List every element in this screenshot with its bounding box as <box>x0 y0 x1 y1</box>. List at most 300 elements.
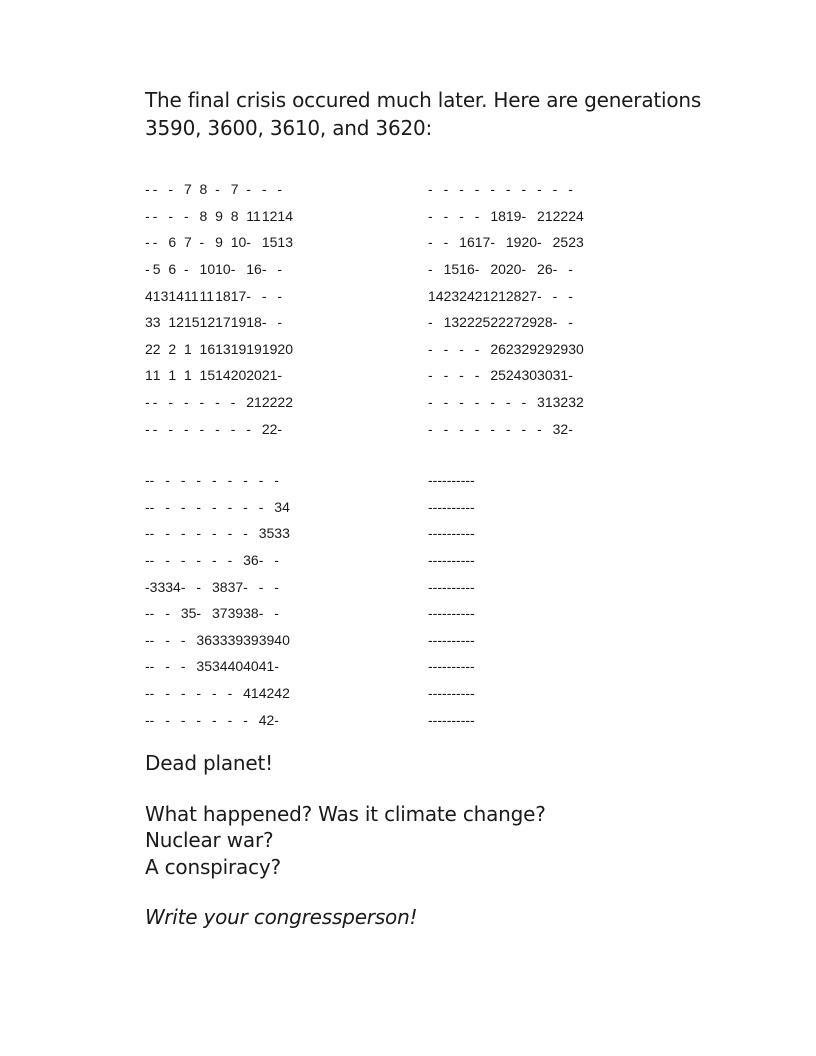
grid-cell: - <box>428 340 433 357</box>
grid-cell: - <box>180 711 186 728</box>
grid-cell: - <box>428 261 433 278</box>
grid-cell: 14 <box>277 207 293 224</box>
grid-cell: - <box>446 578 452 595</box>
grid-cell: - <box>459 181 464 198</box>
grid-cell: - <box>465 498 471 515</box>
grid-cell: 17 <box>474 234 491 251</box>
grid-cell: - <box>443 367 449 384</box>
grid-cell: 30 <box>537 367 553 384</box>
grid-cell: - <box>456 552 461 569</box>
grid-cell: - <box>432 685 438 702</box>
grid-cell: 18 <box>246 314 262 331</box>
grid-cell: - <box>470 631 475 648</box>
grid-cell: 22 <box>459 314 475 331</box>
grid-cell: - <box>145 261 150 278</box>
grid-cell: 20 <box>230 367 247 384</box>
grid-cell: - <box>211 685 217 702</box>
grid-cell: 21 <box>474 287 491 304</box>
grid-cell: - <box>149 605 155 622</box>
grid-cell: - <box>211 472 217 489</box>
grid-row <box>145 282 293 309</box>
grid-cell: - <box>456 605 461 622</box>
grid-cell: 3 <box>145 314 153 331</box>
grid-cell: - <box>451 472 457 489</box>
grid-cell: - <box>437 685 443 702</box>
grid-row <box>145 309 293 336</box>
grid-cell: - <box>552 261 558 278</box>
grid-cell: - <box>215 181 220 198</box>
grid-cell: 22 <box>261 420 278 437</box>
grid-table <box>145 467 290 733</box>
grid-cell: 14 <box>168 287 184 304</box>
grid-cell: 24 <box>459 287 475 304</box>
grid-cell: - <box>465 685 471 702</box>
grid-cell: - <box>465 658 471 675</box>
grid-row <box>428 653 475 680</box>
grid-cell: - <box>443 394 449 411</box>
grid-cell: - <box>168 207 174 224</box>
grid-cell: - <box>274 605 279 622</box>
intro-paragraph <box>145 86 705 142</box>
grid-cell: - <box>145 181 150 198</box>
grid-cell: 7 <box>183 181 192 198</box>
grid-row <box>145 627 290 654</box>
grid-cell: 23 <box>505 340 522 357</box>
intro-line-2: 3590, 3600, 3610, and 3620: <box>145 116 433 140</box>
grid-cell: - <box>537 287 542 304</box>
grid-cell: - <box>568 314 573 331</box>
grid-cell: 19 <box>505 207 522 224</box>
grid-cell: 14 <box>215 367 231 384</box>
grid-cell: - <box>460 472 466 489</box>
grid-cell: 30 <box>568 340 584 357</box>
grid-cell: - <box>277 181 283 198</box>
grid-cell: 26 <box>537 261 553 278</box>
grid-cell: - <box>451 631 457 648</box>
grid-cell: - <box>428 181 433 198</box>
grid-cell: - <box>145 711 150 728</box>
grid-cell: - <box>230 261 236 278</box>
grid-cell: - <box>521 261 527 278</box>
grid-cell: 21 <box>537 207 553 224</box>
grid-row <box>428 415 584 442</box>
grid-cell: - <box>274 472 279 489</box>
grid-cell: - <box>196 711 202 728</box>
grid-cell: - <box>474 394 480 411</box>
grid-cell: - <box>165 525 170 542</box>
grid-cell: - <box>149 472 155 489</box>
grid-cell: - <box>490 234 495 251</box>
grid-row <box>145 229 293 256</box>
call-to-action: Write your congressperson! <box>145 905 418 929</box>
grid-cell: - <box>145 472 150 489</box>
grid-cell: 34 <box>274 498 290 515</box>
grid-cell: 28 <box>537 314 553 331</box>
grid-cell: - <box>145 631 150 648</box>
grid-cell: - <box>227 685 233 702</box>
grid-cell: 20 <box>246 367 262 384</box>
grid-cell: 1 <box>145 367 153 384</box>
grid-cell: - <box>227 711 233 728</box>
grid-cell: - <box>196 472 202 489</box>
grid-cell: 21 <box>246 394 262 411</box>
grid-cell: - <box>196 578 202 595</box>
grid-cell: - <box>474 207 480 224</box>
grid-cell: - <box>470 525 475 542</box>
grid-cell: - <box>446 552 452 569</box>
grid-cell: - <box>261 314 267 331</box>
grid-cell: - <box>460 711 466 728</box>
grid-cell: - <box>149 685 155 702</box>
grid-cell: - <box>446 631 452 648</box>
grid-cell: 42 <box>274 685 290 702</box>
grid-cell: 19 <box>230 340 247 357</box>
grid-cell: - <box>459 367 464 384</box>
grid-cell: - <box>552 314 558 331</box>
grid-cell: - <box>428 525 433 542</box>
grid-cell: - <box>274 711 279 728</box>
grid-cell: - <box>211 498 217 515</box>
grid-cell: - <box>199 234 205 251</box>
grid-row <box>145 706 290 733</box>
grid-cell: 39 <box>258 631 275 648</box>
grid-row <box>428 176 584 203</box>
grid-row <box>428 520 475 547</box>
grid-cell: - <box>428 552 433 569</box>
grid-cell: - <box>180 472 186 489</box>
grid-cell: - <box>274 552 279 569</box>
grid-row <box>145 653 290 680</box>
grid-cell: 40 <box>227 658 244 675</box>
grid-cell: - <box>145 394 150 411</box>
grid-cell: - <box>451 685 457 702</box>
document-page <box>145 86 705 929</box>
grid-cell: 23 <box>568 234 584 251</box>
grid-cell: - <box>490 420 495 437</box>
grid-row <box>145 415 293 442</box>
grid-cell: - <box>456 658 461 675</box>
grid-cell: 22 <box>552 207 569 224</box>
grid-cell: - <box>196 525 202 542</box>
grid-cell: - <box>145 234 150 251</box>
grid-cell: - <box>152 420 158 437</box>
grid-cell: - <box>470 472 475 489</box>
grid-row <box>145 547 290 574</box>
grid-cell: - <box>428 367 433 384</box>
grid-cell: - <box>456 631 461 648</box>
grid-cell: - <box>446 658 452 675</box>
grid-cell: 33 <box>149 578 166 595</box>
grid-cell: - <box>432 631 438 648</box>
grid-cell: - <box>183 261 189 278</box>
grid-cell: - <box>474 261 480 278</box>
grid-cell: - <box>465 525 471 542</box>
grid-cell: - <box>196 552 202 569</box>
grid-cell: - <box>470 711 475 728</box>
grid-cell: - <box>451 578 457 595</box>
grid-cell: 1 <box>152 367 161 384</box>
grid-cell: 37 <box>227 578 244 595</box>
grid-cell: 28 <box>505 287 522 304</box>
grid-cell: - <box>460 498 466 515</box>
grid-row <box>428 706 475 733</box>
grid-cell: 24 <box>505 367 522 384</box>
grid-cell: 32 <box>552 420 569 437</box>
grid-cell: - <box>180 658 186 675</box>
grid-cell: - <box>149 631 155 648</box>
grid-cell: - <box>261 181 267 198</box>
grid-cell: - <box>490 181 495 198</box>
grid-cell: - <box>145 605 150 622</box>
grid-cell: 11 <box>199 287 215 304</box>
grid-cell: - <box>437 578 443 595</box>
grid-cell: 19 <box>246 340 262 357</box>
grid-cell: - <box>505 394 511 411</box>
grid-cell: - <box>180 685 186 702</box>
grid-table <box>145 176 293 442</box>
grid-cell: - <box>246 287 251 304</box>
grid-cell: - <box>258 552 264 569</box>
grid-cell: - <box>180 631 186 648</box>
grid-cell: 36 <box>243 552 259 569</box>
grid-row <box>428 203 584 230</box>
grid-cell: - <box>442 552 447 569</box>
grid-cell: 33 <box>211 631 228 648</box>
grid-cell: 36 <box>196 631 212 648</box>
grid-cell: - <box>432 472 438 489</box>
grid-cell: - <box>149 498 155 515</box>
grid-cell: 29 <box>521 314 538 331</box>
grid-cell: 7 <box>183 234 192 251</box>
grid-cell: 1 <box>168 367 177 384</box>
grid-cell: - <box>460 631 466 648</box>
grid-cell: 18 <box>215 287 231 304</box>
grid-row <box>145 176 293 203</box>
grid-cell: 15 <box>183 314 200 331</box>
grid-cell: - <box>183 207 189 224</box>
grid-cell: - <box>258 472 264 489</box>
grid-cell: - <box>474 420 480 437</box>
grid-cell: - <box>474 340 480 357</box>
grid-cell: 18 <box>490 207 506 224</box>
grid-cell: 10 <box>199 261 216 278</box>
grid-cell: - <box>437 711 443 728</box>
grid-cell: 38 <box>211 578 228 595</box>
grid-cell: - <box>258 498 264 515</box>
grid-cell: - <box>227 472 233 489</box>
grid-cell: - <box>215 420 220 437</box>
grid-cell: - <box>437 552 443 569</box>
grid-cell: - <box>446 525 452 542</box>
grid-cell: - <box>243 578 248 595</box>
grid-cell: - <box>459 420 464 437</box>
grid-cell: - <box>428 394 433 411</box>
grid-cell: 31 <box>537 394 553 411</box>
grid-cell: - <box>274 578 279 595</box>
grid-cell: - <box>145 658 150 675</box>
grid-cell: 8 <box>199 181 208 198</box>
grid-cell: 23 <box>443 287 460 304</box>
grid-cell: - <box>505 420 511 437</box>
grid-cell: - <box>258 605 264 622</box>
grid-cell: - <box>145 498 150 515</box>
grid-cell: - <box>243 498 248 515</box>
grid-cell: - <box>168 420 174 437</box>
grid-cell: - <box>183 420 189 437</box>
grid-cell: - <box>465 552 471 569</box>
grid-cell: - <box>470 498 475 515</box>
grid-cell: 34 <box>211 658 228 675</box>
grid-cell: - <box>470 552 475 569</box>
grid-cell: - <box>165 685 170 702</box>
grid-cell: - <box>428 207 433 224</box>
grid-cell: - <box>446 472 452 489</box>
grid-cell: - <box>456 711 461 728</box>
grid-cell: - <box>243 472 248 489</box>
grid-cell: - <box>428 472 433 489</box>
grid-cell: 33 <box>274 525 290 542</box>
grid-cell: - <box>227 525 233 542</box>
grid-cell: - <box>277 367 283 384</box>
grid-cell: - <box>432 578 438 595</box>
grid-row <box>428 389 584 416</box>
grid-cell: - <box>165 472 170 489</box>
grid-cell: - <box>568 287 573 304</box>
grid-cell: - <box>243 711 248 728</box>
grid-cell: - <box>460 685 466 702</box>
grid-cell: 25 <box>474 314 491 331</box>
grid-cell: - <box>145 525 150 542</box>
grid-cell: - <box>442 685 447 702</box>
grid-table <box>428 467 475 733</box>
grid-cell: - <box>552 181 558 198</box>
grid-cell: - <box>443 234 449 251</box>
grid-cell: - <box>456 578 461 595</box>
grid-cell: - <box>460 525 466 542</box>
grid-cell: - <box>446 711 452 728</box>
grid-cell: - <box>465 711 471 728</box>
grid-cell: - <box>568 420 573 437</box>
grid-cell: 22 <box>490 314 506 331</box>
grid-cell: - <box>437 525 443 542</box>
grid-cell: - <box>211 711 217 728</box>
grid-cell: - <box>428 578 433 595</box>
grid-cell: - <box>246 181 251 198</box>
grid-cell: - <box>230 394 236 411</box>
grid-cell: - <box>258 578 264 595</box>
grid-cell: - <box>165 631 170 648</box>
grid-cell: - <box>230 420 236 437</box>
grid-cell: - <box>145 685 150 702</box>
grid-cell: - <box>196 685 202 702</box>
grid-cell: 39 <box>227 605 244 622</box>
grid-cell: - <box>490 394 495 411</box>
grid-cell: 16 <box>246 261 262 278</box>
grid-cell: - <box>442 498 447 515</box>
grid-cell: - <box>165 498 170 515</box>
grid-cell: 40 <box>274 631 290 648</box>
grid-row <box>428 494 475 521</box>
grid-cell: 11 <box>183 287 199 304</box>
grid-cell: - <box>152 181 158 198</box>
grid-cell: - <box>552 287 558 304</box>
grid-cell: 5 <box>152 261 161 278</box>
grid-cell: 25 <box>490 367 506 384</box>
question-nuclear: Nuclear war? <box>145 828 274 852</box>
grid-cell: 12 <box>168 314 184 331</box>
grid-row <box>145 203 293 230</box>
grid-cell: 6 <box>168 261 177 278</box>
grid-cell: 19 <box>505 234 522 251</box>
grid-cell: 13 <box>443 314 460 331</box>
grid-cell: 19 <box>261 340 278 357</box>
grid-cell: - <box>459 340 464 357</box>
grid-cell: 21 <box>261 367 278 384</box>
grid-cell: 12 <box>261 207 278 224</box>
grid-row <box>145 467 290 494</box>
grid-cell: 10 <box>215 261 231 278</box>
grid-cell: - <box>460 552 466 569</box>
grid-row <box>428 362 584 389</box>
grid-cell: - <box>443 207 449 224</box>
grid-row <box>428 256 584 283</box>
grid-cell: - <box>428 605 433 622</box>
grid-cell: - <box>568 181 573 198</box>
grid-cell: 29 <box>521 340 538 357</box>
grid-cell: 40 <box>243 658 259 675</box>
grid-cell: 3 <box>152 314 161 331</box>
grid-cell: 20 <box>490 261 506 278</box>
grid-cell: - <box>442 578 447 595</box>
grid-cell: - <box>261 287 267 304</box>
grid-cell: - <box>432 605 438 622</box>
grid-cell: - <box>428 314 433 331</box>
grid-row <box>428 336 584 363</box>
grid-cell: - <box>215 394 220 411</box>
grid-cell: - <box>568 367 573 384</box>
grid-cell: 22 <box>277 394 293 411</box>
grid-cell: 9 <box>215 207 223 224</box>
grid-cell: 42 <box>258 711 275 728</box>
grid-cell: 19 <box>230 314 247 331</box>
grid-cell: 12 <box>199 314 216 331</box>
grid-cell: - <box>180 578 186 595</box>
grid-row <box>428 573 475 600</box>
grid-row <box>428 547 475 574</box>
grid-cell: - <box>451 552 457 569</box>
grid-cell: - <box>152 394 158 411</box>
question-conspiracy: A conspiracy? <box>145 854 281 879</box>
grid-cell: 16 <box>459 234 475 251</box>
grid-cell: - <box>428 631 433 648</box>
grid-cell: - <box>243 525 248 542</box>
grid-cell: - <box>246 420 251 437</box>
grid-cell: - <box>437 658 443 675</box>
grid-cell: - <box>442 658 447 675</box>
grid-row <box>145 600 290 627</box>
grid-cell: - <box>428 711 433 728</box>
dead-planet-text: Dead planet! <box>145 751 273 775</box>
grid-cell: - <box>277 287 283 304</box>
grid-cell: 27 <box>521 287 538 304</box>
grid-cell: - <box>521 181 527 198</box>
grid-row <box>145 336 293 363</box>
grid-cell: - <box>443 340 449 357</box>
grid-row <box>145 256 293 283</box>
grid-cell: - <box>521 394 527 411</box>
grid-cell: - <box>442 711 447 728</box>
grid-cell: 17 <box>230 287 247 304</box>
